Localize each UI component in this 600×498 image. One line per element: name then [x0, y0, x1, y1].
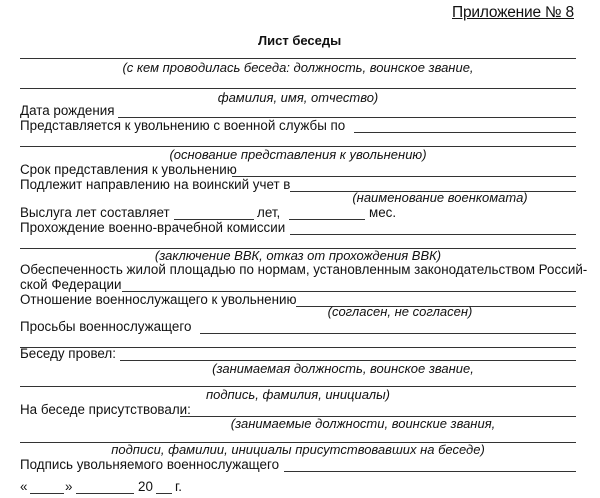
requests-label: Просьбы военнослужащего [20, 319, 192, 334]
attitude-label: Отношение военнослужащего к увольнению [20, 292, 297, 307]
date-open-quote: « [20, 479, 28, 494]
military-commissariat-caption: (наименование военкомата) [352, 190, 528, 205]
service-years-label: Выслуга лет составляет [20, 205, 170, 220]
positions-caption: (занимаемые должности, воинские звания, [230, 416, 496, 431]
vvk-caption: (заключение ВВК, отказ от прохождения ВВК) [154, 248, 442, 263]
dismissal-presented-field[interactable] [354, 132, 576, 133]
date-year-field[interactable] [156, 493, 172, 494]
presentation-term-label: Срок представления к увольнению [20, 162, 237, 177]
dismissal-basis-caption: (основание представления к увольнению) [169, 147, 427, 162]
dismissed-signature-field[interactable] [284, 471, 576, 472]
signature-caption: подпись, фамилия, инициалы) [205, 387, 391, 402]
signatures-caption: подписи, фамилии, инициалы присутствовавших на беседе) [111, 442, 485, 457]
requests-field[interactable] [200, 333, 576, 334]
fio-line[interactable] [20, 88, 576, 89]
appendix-label: Приложение № 8 [452, 4, 574, 21]
agree-caption: (согласен, не согласен) [327, 304, 473, 319]
conversation-with-caption: (с кем проводилась беседа: должность, воинское звание, [122, 60, 474, 75]
date-day-field[interactable] [30, 493, 64, 494]
years-label: лет, [257, 205, 281, 220]
housing-label-line1: Обеспеченность жилой площадью по нормам, установленным законодательством Россий- [20, 262, 588, 277]
military-registration-label: Подлежит направлению на воинский учет в [20, 177, 291, 192]
date-month-field[interactable] [76, 493, 134, 494]
months-label: мес. [369, 205, 397, 220]
date-year-prefix: 20 [138, 479, 153, 494]
medical-commission-field[interactable] [290, 234, 576, 235]
position-caption: (занимаемая должность, воинское звание, [212, 361, 474, 376]
service-months-field[interactable] [289, 219, 365, 220]
present-label: На беседе присутствовали: [20, 402, 191, 417]
fio-caption: фамилия, имя, отчество) [217, 90, 379, 105]
medical-commission-label: Прохождение военно-врачебной комиссии [20, 220, 286, 235]
date-suffix: г. [175, 479, 182, 494]
conducted-by-label: Беседу провел: [20, 346, 116, 361]
dismissal-presented-label: Представляется к увольнению с военной службы по [20, 118, 346, 133]
dismissed-signature-label: Подпись увольняемого военнослужащего [20, 457, 280, 472]
date-close-quote: » [65, 479, 73, 494]
birth-date-label: Дата рождения [20, 103, 115, 118]
page-title: Лист беседы [258, 33, 342, 48]
housing-label-line2: ской Федерации [20, 277, 122, 292]
conversation-with-line[interactable] [20, 58, 576, 59]
